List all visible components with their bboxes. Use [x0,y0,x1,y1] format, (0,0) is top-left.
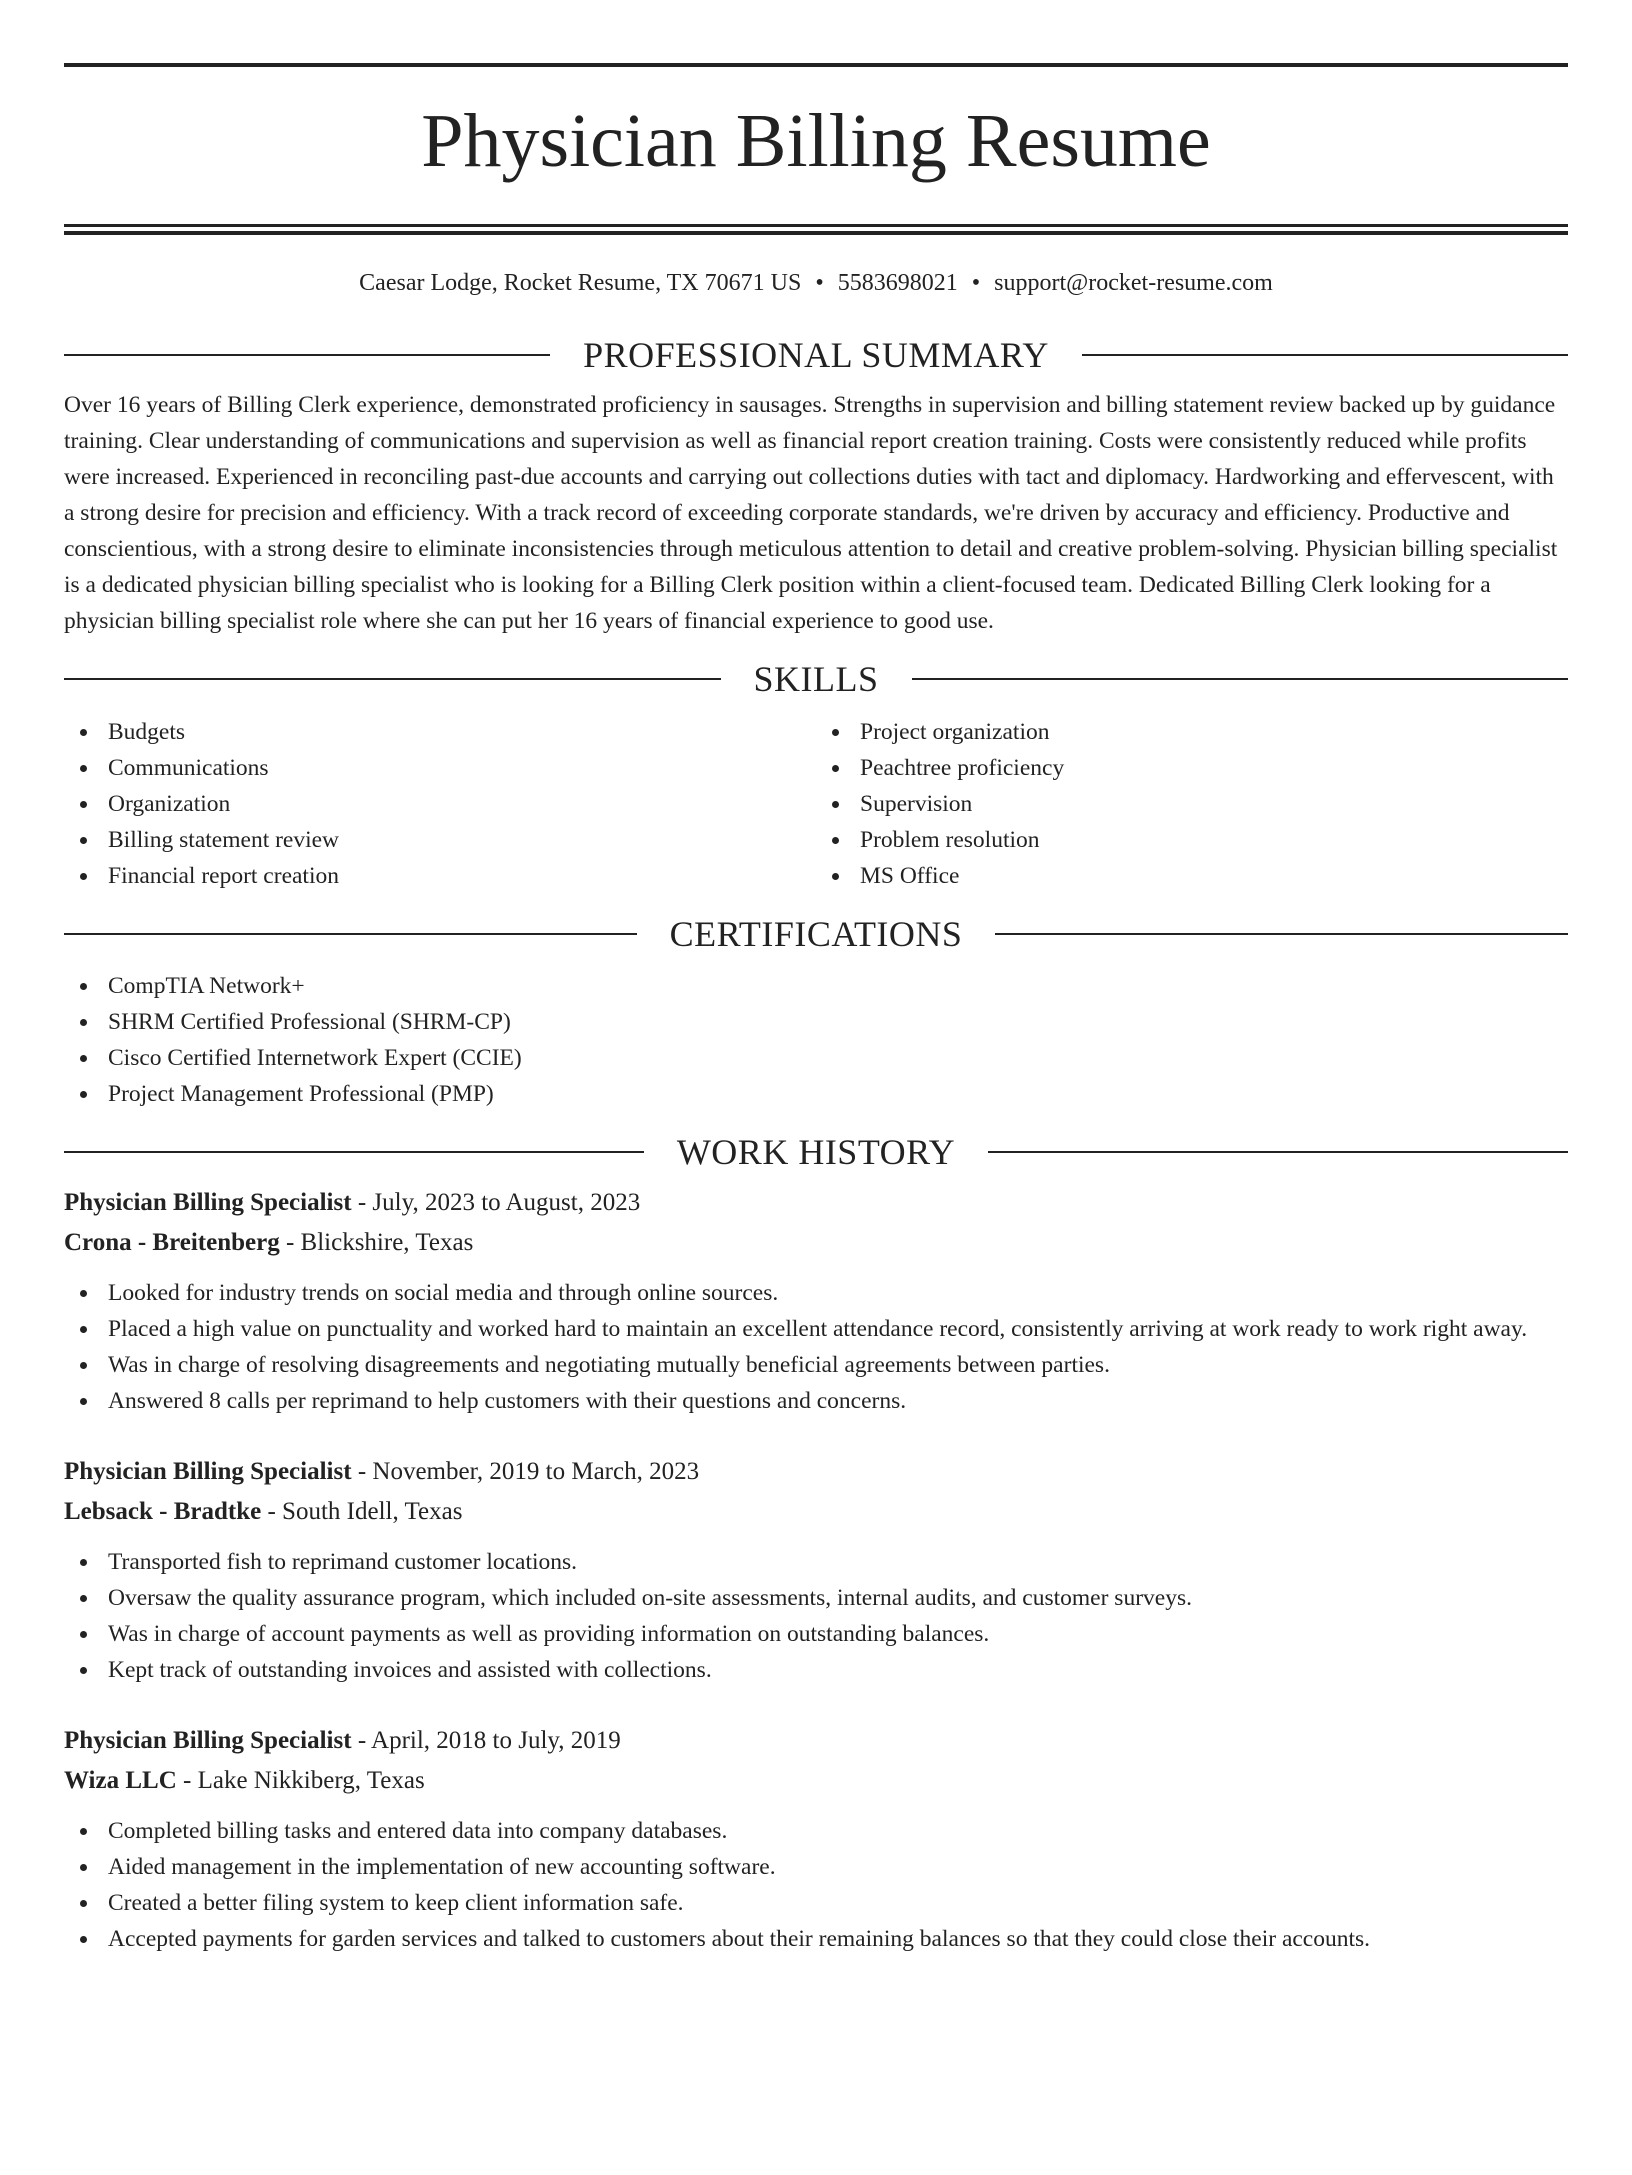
section-rule [64,1151,644,1153]
job-dates: - April, 2018 to July, 2019 [351,1727,621,1754]
job-duty-item: Looked for industry trends on social media and through online sources. [64,1275,1568,1311]
resume-page [0,63,1632,2175]
job-duty-item: Created a better filing system to keep client information safe. [64,1885,1568,1921]
job-title-line [64,1452,1568,1492]
skills-list-right [816,714,1568,894]
contact-email: support@rocket-resume.com [994,270,1273,296]
section-header-certifications [64,913,1568,955]
job-location: - Blickshire, Texas [279,1229,474,1256]
job-location: - South Idell, Texas [261,1498,463,1525]
skill-item: Project organization [816,714,1568,750]
job-duty-item: Transported fish to reprimand customer locations. [64,1544,1568,1580]
contact-line [64,268,1568,298]
section-rule [912,678,1569,680]
title-double-rule [64,224,1568,235]
section-rule [64,933,637,935]
section-header-summary [64,334,1568,376]
section-rule [988,1151,1568,1153]
certification-item: Cisco Certified Internetwork Expert (CCIE) [64,1040,1568,1076]
section-title-summary: PROFESSIONAL SUMMARY [583,335,1049,375]
summary-paragraph: Over 16 years of Billing Clerk experience, demonstrated proficiency in sausages. Strengths in supervision and billing statement review backed up by guidance training. Clear understanding of communications and supervision as well as financial report creation training. Costs were consistently reduced while profits were increased. Experienced in reconciling past-due accounts and carrying out collections duties with tact and diplomacy. Hardworking and effervescent, with a strong desire for precision and efficiency. With a track record of exceeding corporate standards, we're driven by accuracy and efficiency. Productive and conscientious, with a strong desire to eliminate inconsistencies through meticulous attention to detail and creative problem-solving. Physician billing specialist is a dedicated physician billing specialist who is looking for a Billing Clerk position within a client-focused team. Dedicated Billing Clerk looking for a physician billing specialist role where she can put her 16 years of financial experience to good use. [64,392,1558,634]
job-duty-item: Answered 8 calls per reprimand to help customers with their questions and concerns. [64,1383,1568,1419]
certifications-list [64,968,1568,1112]
contact-separator: • [815,270,824,296]
skills-list-left [64,714,816,894]
job-entry [64,1452,1568,1688]
job-dates: - November, 2019 to March, 2023 [351,1458,700,1485]
job-duty-item: Was in charge of resolving disagreements and negotiating mutually beneficial agreements between parties. [64,1347,1568,1383]
job-duty-item: Kept track of outstanding invoices and assisted with collections. [64,1652,1568,1688]
job-company: Wiza LLC [64,1767,177,1794]
skills-columns [64,714,1568,894]
certification-item: CompTIA Network+ [64,968,1568,1004]
certification-item: Project Management Professional (PMP) [64,1076,1568,1112]
top-rule [64,63,1568,67]
job-entry [64,1721,1568,1957]
skill-item: Financial report creation [64,858,816,894]
job-duty-item: Oversaw the quality assurance program, which included on-site assessments, internal audits, and customer surveys. [64,1580,1568,1616]
job-company: Crona - Breitenberg [64,1229,280,1256]
job-title: Physician Billing Specialist [64,1458,352,1485]
skill-item: Organization [64,786,816,822]
job-duty-item: Accepted payments for garden services and talked to customers about their remaining balances so that they could close their accounts. [64,1921,1568,1957]
section-title-certifications: CERTIFICATIONS [669,914,963,954]
job-company: Lebsack - Bradtke [64,1498,262,1525]
certification-item: SHRM Certified Professional (SHRM-CP) [64,1004,1568,1040]
section-rule [64,354,550,356]
contact-separator: • [971,270,981,296]
section-rule [64,678,721,680]
job-duty-item: Aided management in the implementation of new accounting software. [64,1849,1568,1885]
job-title-line [64,1721,1568,1761]
job-duties-list [64,1544,1568,1688]
job-duty-item: Placed a high value on punctuality and worked hard to maintain an excellent attendance record, consistently arriving at work ready to work right away. [64,1311,1568,1347]
skill-item: Billing statement review [64,822,816,858]
job-entry [64,1183,1568,1419]
skill-item: Communications [64,750,816,786]
section-rule [995,933,1568,935]
section-title-skills: SKILLS [753,659,879,699]
job-dates: - July, 2023 to August, 2023 [351,1189,641,1216]
job-title: Physician Billing Specialist [64,1189,352,1216]
job-company-line [64,1223,1568,1263]
job-duties-list [64,1275,1568,1419]
skill-item: Supervision [816,786,1568,822]
section-header-work-history [64,1131,1568,1173]
skill-item: MS Office [816,858,1568,894]
section-rule [1082,354,1568,356]
section-header-skills [64,658,1568,700]
contact-phone: 5583698021 [837,270,958,296]
section-title-work-history: WORK HISTORY [676,1132,956,1172]
skill-item: Budgets [64,714,816,750]
resume-title: Physician Billing Resume [421,99,1211,183]
job-duty-item: Completed billing tasks and entered data into company databases. [64,1813,1568,1849]
job-title: Physician Billing Specialist [64,1727,352,1754]
job-title-line [64,1183,1568,1223]
contact-address: Caesar Lodge, Rocket Resume, TX 70671 US [359,270,802,296]
skill-item: Problem resolution [816,822,1568,858]
job-company-line [64,1492,1568,1532]
job-company-line [64,1761,1568,1801]
job-duty-item: Was in charge of account payments as well as providing information on outstanding balances. [64,1616,1568,1652]
skill-item: Peachtree proficiency [816,750,1568,786]
job-location: - Lake Nikkiberg, Texas [176,1767,425,1794]
job-duties-list [64,1813,1568,1957]
